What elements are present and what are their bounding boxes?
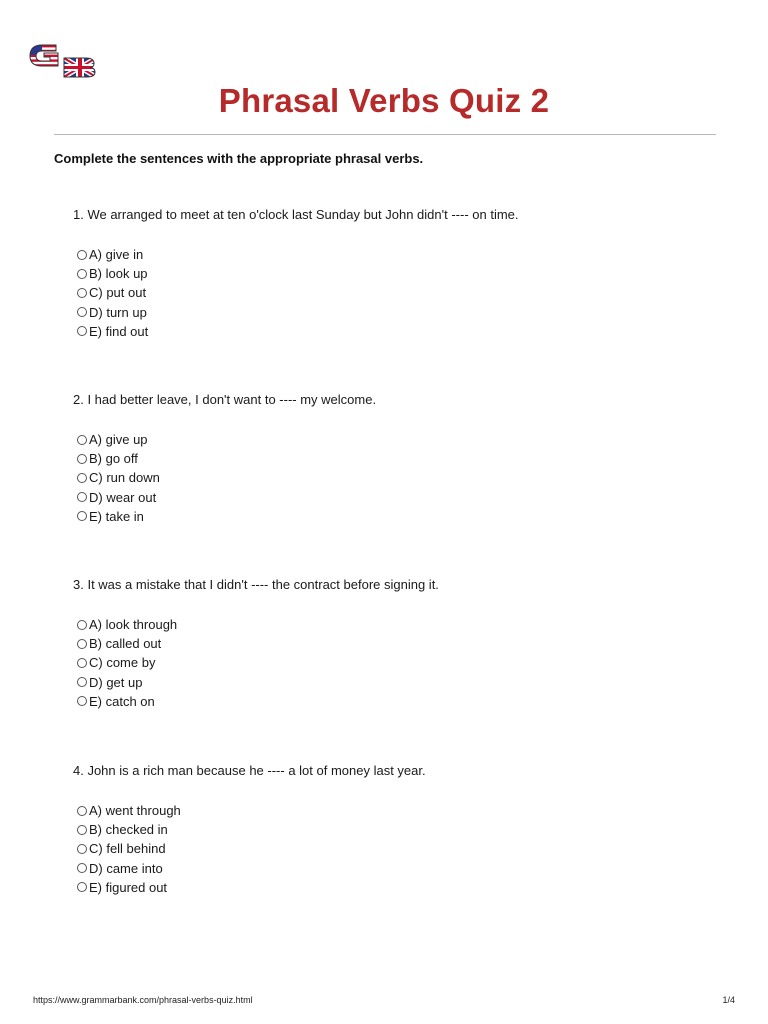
option-label: A) give in (89, 247, 144, 263)
radio-button[interactable] (77, 473, 87, 483)
option-a[interactable] (77, 430, 713, 449)
option-label: D) came into (89, 860, 163, 876)
question-3 (73, 577, 713, 711)
option-a[interactable] (77, 801, 713, 820)
option-e[interactable] (77, 507, 713, 526)
option-label: C) fell behind (89, 841, 166, 857)
option-b[interactable] (77, 820, 713, 839)
radio-button[interactable] (77, 620, 87, 630)
option-c[interactable] (77, 468, 713, 487)
page-title: Phrasal Verbs Quiz 2 (218, 82, 550, 119)
radio-button[interactable] (77, 825, 87, 835)
option-label: C) put out (89, 285, 147, 301)
option-label: C) come by (89, 655, 156, 671)
option-label: D) wear out (89, 489, 157, 505)
option-c[interactable] (77, 653, 713, 672)
answer-options (73, 801, 713, 897)
question-text: 1. We arranged to meet at ten o'clock last Sunday but John didn't ---- on time. (73, 207, 519, 222)
option-label: E) find out (89, 323, 149, 339)
option-a[interactable] (77, 615, 713, 634)
radio-button[interactable] (77, 806, 87, 816)
option-b[interactable] (77, 264, 713, 283)
option-label: D) get up (89, 674, 143, 690)
answer-options (73, 615, 713, 711)
option-b[interactable] (77, 449, 713, 468)
option-label: A) give up (89, 432, 148, 448)
radio-button[interactable] (77, 454, 87, 464)
title-divider (54, 134, 716, 135)
radio-button[interactable] (77, 882, 87, 892)
option-label: E) figured out (89, 879, 168, 895)
question-text: 3. It was a mistake that I didn't ---- the contract before signing it. (73, 577, 439, 592)
answer-options (73, 430, 713, 526)
footer-url: https://www.grammarbank.com/phrasal-verbs-quiz.html (33, 995, 253, 1005)
question-2 (73, 392, 713, 526)
option-label: B) called out (89, 636, 162, 652)
option-b[interactable] (77, 634, 713, 653)
option-label: D) turn up (89, 304, 147, 320)
radio-button[interactable] (77, 511, 87, 521)
radio-button[interactable] (77, 326, 87, 336)
option-d[interactable] (77, 859, 713, 878)
radio-button[interactable] (77, 250, 87, 260)
question-text: 2. I had better leave, I don't want to ---- my welcome. (73, 392, 377, 407)
radio-button[interactable] (77, 844, 87, 854)
option-d[interactable] (77, 673, 713, 692)
option-label: E) take in (89, 508, 144, 524)
radio-button[interactable] (77, 492, 87, 502)
option-e[interactable] (77, 878, 713, 897)
radio-button[interactable] (77, 677, 87, 687)
option-c[interactable] (77, 283, 713, 302)
question-1 (73, 207, 713, 341)
option-e[interactable] (77, 322, 713, 341)
radio-button[interactable] (77, 288, 87, 298)
question-4 (73, 763, 713, 897)
option-a[interactable] (77, 245, 713, 264)
radio-button[interactable] (77, 435, 87, 445)
option-label: C) run down (89, 470, 160, 486)
option-label: A) went through (89, 803, 181, 819)
option-label: B) go off (89, 451, 138, 467)
radio-button[interactable] (77, 307, 87, 317)
option-label: B) look up (89, 266, 148, 282)
option-d[interactable] (77, 303, 713, 322)
option-c[interactable] (77, 839, 713, 858)
option-label: A) look through (89, 617, 178, 633)
option-e[interactable] (77, 692, 713, 711)
radio-button[interactable] (77, 658, 87, 668)
grammarbank-logo-icon (28, 42, 98, 78)
instructions-text: Complete the sentences with the appropriate phrasal verbs. (54, 151, 424, 166)
radio-button[interactable] (77, 863, 87, 873)
radio-button[interactable] (77, 696, 87, 706)
option-label: B) checked in (89, 822, 168, 838)
answer-options (73, 245, 713, 341)
option-d[interactable] (77, 488, 713, 507)
question-text: 4. John is a rich man because he ---- a lot of money last year. (73, 763, 426, 778)
radio-button[interactable] (77, 269, 87, 279)
footer-page-number: 1/4 (722, 995, 735, 1005)
radio-button[interactable] (77, 639, 87, 649)
option-label: E) catch on (89, 693, 155, 709)
